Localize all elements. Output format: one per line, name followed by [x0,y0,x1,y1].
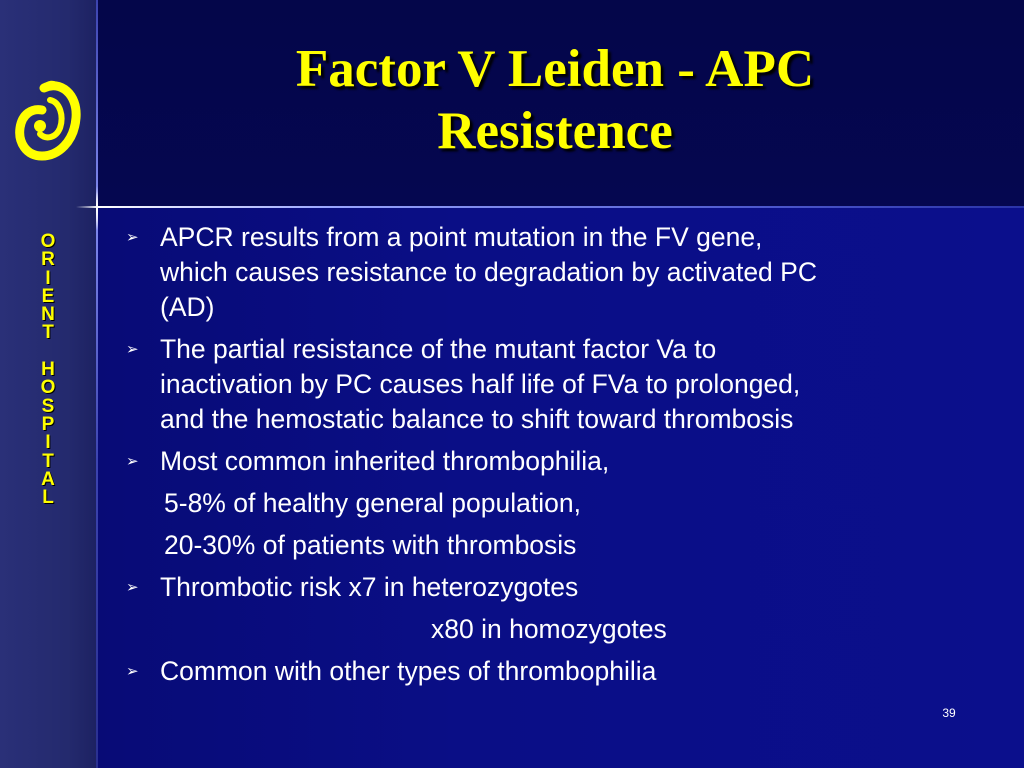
slide-body [126,220,996,696]
sidebar-letter: N [41,304,55,326]
bullet-item [126,444,996,479]
sidebar-letter: R [41,249,55,271]
sidebar-letter: H [41,359,55,381]
sidebar-letter: T [42,450,54,472]
slide-title [110,38,1000,162]
sub-item: 5-8% of healthy general population, [164,488,581,518]
bullet-text-line: APCR results from a point mutation in the FV gene, [160,222,763,252]
bullet-item [126,570,996,605]
bullet-text-line: and the hemostatic balance to shift toward thrombosis [160,404,794,434]
bullet-arrow-icon: ➢ [126,453,139,470]
sidebar-letter: I [45,432,51,454]
bullet-arrow-icon: ➢ [126,341,139,358]
bullet-item [126,332,996,437]
sidebar-letter: A [41,468,55,490]
cross-glint-horizontal [76,206,120,208]
sidebar-letter: L [42,487,54,509]
sidebar-letter: O [40,231,56,252]
bullet-text: Thrombotic risk x7 in heterozygotes [160,572,579,602]
cross-glint-vertical [96,186,98,230]
vertical-divider [96,0,98,768]
bullet-item [126,220,996,325]
slide-title-line-1: Factor V Leiden - APC [295,40,815,98]
page-number: 39 [942,706,956,720]
bullet-arrow-icon: ➢ [126,229,139,246]
sidebar-letter: P [41,413,55,435]
slide-title-line-2: Resistence [437,102,673,160]
sidebar-letter: O [40,377,56,399]
bullet-text-line: which causes resistance to degradation by activated PC [160,257,817,287]
sidebar-letter: I [45,267,51,289]
sidebar-letter: S [41,395,55,417]
horizontal-divider [98,206,1024,208]
sidebar-vertical-text [26,233,70,507]
hospital-logo-icon [14,78,82,162]
bullet-text-line: The partial resistance of the mutant factor Va to [160,334,717,364]
bullet-text: Common with other types of thrombophilia [160,656,657,686]
bullet-arrow-icon: ➢ [126,663,139,680]
bullet-text-line: inactivation by PC causes half life of FVa to prolonged, [160,369,801,399]
sidebar-letter: E [41,285,55,307]
bullet-text: Most common inherited thrombophilia, [160,446,610,476]
sub-item: x80 in homozygotes [431,614,667,644]
sub-item: 20-30% of patients with thrombosis [164,530,577,560]
bullet-text-line: (AD) [160,292,215,322]
bullet-arrow-icon: ➢ [126,579,139,596]
sidebar-letter: T [42,322,54,344]
bullet-item [126,654,996,689]
